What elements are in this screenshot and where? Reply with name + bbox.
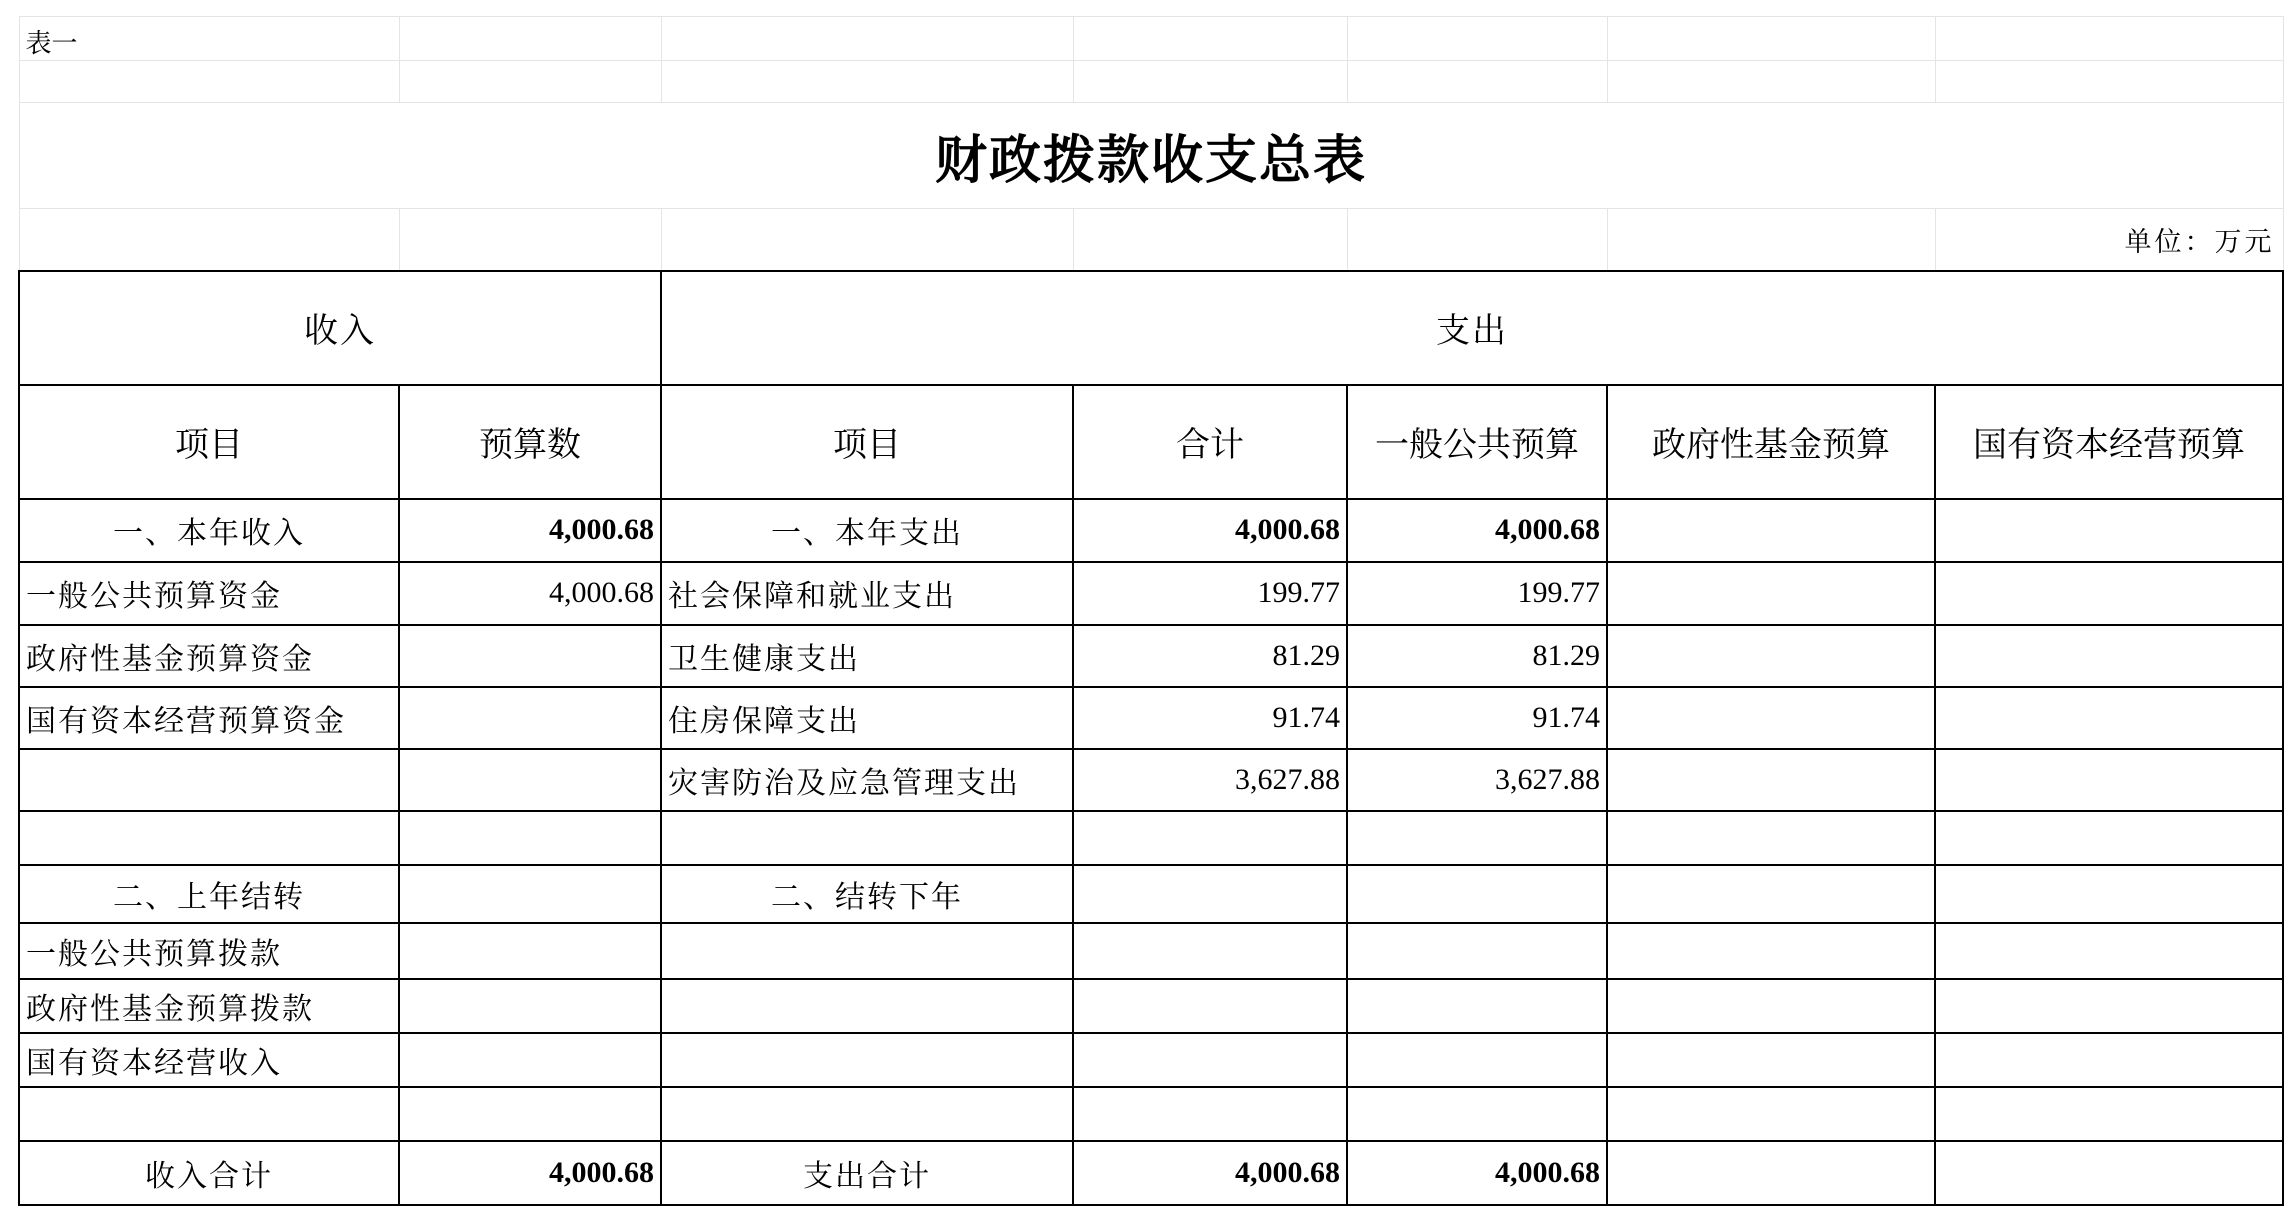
- gov-fund-cell: [1607, 625, 1935, 687]
- income-item-cell: 一般公共预算拨款: [19, 923, 399, 979]
- general-budget-cell: 199.77: [1347, 562, 1607, 625]
- income-header: 收入: [19, 271, 661, 385]
- table-row: [19, 562, 2283, 625]
- total-cell: 4,000.68: [1073, 1141, 1347, 1205]
- table-row: [19, 499, 2283, 562]
- general-budget-cell: 4,000.68: [1347, 1141, 1607, 1205]
- unit-row: [19, 209, 2283, 271]
- expense-item-cell: 社会保障和就业支出: [661, 562, 1073, 625]
- page-title: 财政拨款收支总表: [19, 103, 2283, 209]
- income-budget-cell: 4,000.68: [399, 562, 661, 625]
- general-budget-cell: [1347, 1033, 1607, 1087]
- gov-fund-cell: [1607, 499, 1935, 562]
- state-capital-cell: [1935, 811, 2283, 865]
- gov-fund-cell: [1607, 562, 1935, 625]
- col-header-total: 合计: [1073, 385, 1347, 499]
- income-item-cell: 国有资本经营预算资金: [19, 687, 399, 749]
- income-item-cell: 二、上年结转: [19, 865, 399, 923]
- totals-row: [19, 1141, 2283, 1205]
- table-row: [19, 979, 2283, 1033]
- total-cell: [1073, 979, 1347, 1033]
- table-row: [19, 865, 2283, 923]
- expense-item-cell: [661, 923, 1073, 979]
- gov-fund-cell: [1607, 687, 1935, 749]
- gov-fund-cell: [1607, 1141, 1935, 1205]
- general-budget-cell: 4,000.68: [1347, 499, 1607, 562]
- table-row: [19, 749, 2283, 811]
- expense-item-cell: 住房保障支出: [661, 687, 1073, 749]
- state-capital-cell: [1935, 1087, 2283, 1141]
- expense-item-cell: [661, 1087, 1073, 1141]
- income-budget-cell: [399, 1087, 661, 1141]
- col-header-general-budget: 一般公共预算: [1347, 385, 1607, 499]
- section-header-row: [19, 271, 2283, 385]
- income-item-cell: 政府性基金预算资金: [19, 625, 399, 687]
- income-budget-cell: 4,000.68: [399, 499, 661, 562]
- income-budget-cell: [399, 865, 661, 923]
- state-capital-cell: [1935, 1033, 2283, 1087]
- expense-header: 支出: [661, 271, 2283, 385]
- general-budget-cell: 81.29: [1347, 625, 1607, 687]
- income-total-value: 4,000.68: [399, 1141, 661, 1205]
- state-capital-cell: [1935, 1141, 2283, 1205]
- general-budget-cell: [1347, 811, 1607, 865]
- state-capital-cell: [1935, 499, 2283, 562]
- general-budget-cell: [1347, 979, 1607, 1033]
- state-capital-cell: [1935, 687, 2283, 749]
- general-budget-cell: 3,627.88: [1347, 749, 1607, 811]
- general-budget-cell: [1347, 923, 1607, 979]
- state-capital-cell: [1935, 865, 2283, 923]
- general-budget-cell: [1347, 865, 1607, 923]
- income-budget-cell: [399, 979, 661, 1033]
- income-item-cell: 政府性基金预算拨款: [19, 979, 399, 1033]
- total-cell: 81.29: [1073, 625, 1347, 687]
- total-cell: 199.77: [1073, 562, 1347, 625]
- state-capital-cell: [1935, 625, 2283, 687]
- expense-item-cell: [661, 1033, 1073, 1087]
- income-item-cell: 一般公共预算资金: [19, 562, 399, 625]
- income-item-cell: [19, 749, 399, 811]
- total-cell: 4,000.68: [1073, 499, 1347, 562]
- table-row: [19, 811, 2283, 865]
- general-budget-cell: 91.74: [1347, 687, 1607, 749]
- income-item-cell: [19, 811, 399, 865]
- blank-row: [19, 61, 2283, 103]
- gov-fund-cell: [1607, 923, 1935, 979]
- state-capital-cell: [1935, 923, 2283, 979]
- gov-fund-cell: [1607, 1033, 1935, 1087]
- income-budget-cell: [399, 1033, 661, 1087]
- expense-item-cell: [661, 979, 1073, 1033]
- column-header-row: [19, 385, 2283, 499]
- income-item-cell: 国有资本经营收入: [19, 1033, 399, 1087]
- income-budget-cell: [399, 811, 661, 865]
- expense-item-cell: [661, 811, 1073, 865]
- state-capital-cell: [1935, 979, 2283, 1033]
- col-header-income-item: 项目: [19, 385, 399, 499]
- income-item-cell: [19, 1087, 399, 1141]
- spreadsheet: [18, 16, 2282, 1206]
- total-cell: 3,627.88: [1073, 749, 1347, 811]
- col-header-income-budget: 预算数: [399, 385, 661, 499]
- finance-table: [18, 16, 2284, 1206]
- general-budget-cell: [1347, 1087, 1607, 1141]
- gov-fund-cell: [1607, 811, 1935, 865]
- col-header-state-capital-budget: 国有资本经营预算: [1935, 385, 2283, 499]
- expense-item-cell: 卫生健康支出: [661, 625, 1073, 687]
- gov-fund-cell: [1607, 979, 1935, 1033]
- state-capital-cell: [1935, 749, 2283, 811]
- table-row: [19, 1033, 2283, 1087]
- total-cell: [1073, 923, 1347, 979]
- income-total-label: 收入合计: [19, 1141, 399, 1205]
- expense-item-cell: 灾害防治及应急管理支出: [661, 749, 1073, 811]
- total-cell: [1073, 1033, 1347, 1087]
- income-budget-cell: [399, 923, 661, 979]
- expense-total-label: 支出合计: [661, 1141, 1073, 1205]
- expense-item-cell: 二、结转下年: [661, 865, 1073, 923]
- total-cell: [1073, 865, 1347, 923]
- gov-fund-cell: [1607, 749, 1935, 811]
- gov-fund-cell: [1607, 865, 1935, 923]
- unit-label: 单位：万元: [1935, 209, 2283, 271]
- title-row: [19, 103, 2283, 209]
- sheet-label-row: [19, 17, 2283, 61]
- total-cell: [1073, 1087, 1347, 1141]
- table-row: [19, 923, 2283, 979]
- table-row: [19, 1087, 2283, 1141]
- expense-item-cell: 一、本年支出: [661, 499, 1073, 562]
- state-capital-cell: [1935, 562, 2283, 625]
- col-header-gov-fund-budget: 政府性基金预算: [1607, 385, 1935, 499]
- income-budget-cell: [399, 687, 661, 749]
- income-item-cell: 一、本年收入: [19, 499, 399, 562]
- table-row: [19, 687, 2283, 749]
- sheet-label: 表一: [19, 17, 399, 61]
- income-budget-cell: [399, 749, 661, 811]
- income-budget-cell: [399, 625, 661, 687]
- table-row: [19, 625, 2283, 687]
- gov-fund-cell: [1607, 1087, 1935, 1141]
- total-cell: 91.74: [1073, 687, 1347, 749]
- col-header-expense-item: 项目: [661, 385, 1073, 499]
- total-cell: [1073, 811, 1347, 865]
